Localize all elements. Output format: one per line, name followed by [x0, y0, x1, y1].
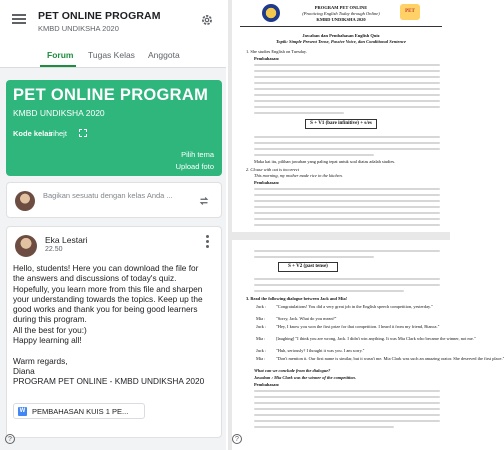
doc-question-prompt: What can we conclude from the dialogue?	[254, 368, 331, 373]
top-app-bar	[0, 0, 226, 40]
doc-conclusion: Maka kai itu, pilihan jawaban yang paling tepat untuk soal diatas adalah studies.	[254, 159, 396, 164]
paragraph-line	[254, 390, 440, 392]
avatar	[15, 191, 35, 211]
post-line: All the best for you:)	[13, 324, 87, 335]
paragraph-line	[254, 64, 440, 66]
banner-title: PET ONLINE PROGRAM	[13, 86, 209, 104]
dialogue-line: "Don't mention it. Our first name is similar, but it wasn't me. Mia Clark was such an amazing orator. She deserved the first place."	[276, 356, 504, 361]
tab-tugas-kelas[interactable]: Tugas Kelas	[88, 50, 135, 60]
doc-header-line: (Practicing English Today through Online)	[302, 11, 380, 16]
paragraph-line	[254, 136, 440, 138]
attachment-name[interactable]: PEMBAHASAN KUIS 1 PE...	[32, 407, 129, 416]
doc-topic: Topik: Simple Present Tense, Passive Voice, dan Conditional Sentence	[276, 39, 406, 44]
post-time: 22.50	[45, 246, 63, 253]
paragraph-line	[254, 420, 440, 422]
class-code[interactable]: irihejt	[49, 129, 67, 138]
doc-header-line: KMBD UNDIKSHA 2020	[316, 17, 366, 22]
paragraph-line	[254, 290, 404, 292]
post-line: your understanding towards the topics. Keep up the	[13, 293, 203, 304]
help-icon[interactable]: ?	[5, 434, 15, 444]
dialogue-line: "Huh, seriously? I thought it was you. I am sorry."	[276, 348, 365, 353]
class-subtitle: KMBD UNDIKSHA 2020	[38, 24, 119, 33]
paragraph-line	[254, 426, 394, 428]
dialogue-line: "Hey, I know you won the first prize for that competition. I heard it from my friend, Bianca."	[276, 324, 440, 329]
paragraph-line	[254, 224, 440, 226]
classroom-app	[0, 0, 226, 450]
paragraph-line	[254, 256, 374, 258]
paragraph-line	[254, 106, 440, 108]
doc-label: Pembahasan:	[254, 382, 280, 387]
paragraph-line	[254, 250, 440, 252]
document-icon: W	[19, 408, 26, 414]
doc-header-line: PROGRAM PET ONLINE	[314, 5, 368, 10]
share-box[interactable]	[6, 182, 222, 218]
active-tab-indicator	[40, 65, 76, 67]
paragraph-line	[254, 188, 440, 190]
post-line: good works and thank you for being good learners	[13, 304, 198, 315]
dialogue-line: "Congratulations! You did a very great job in the English speech competition, yesterday."	[276, 304, 433, 309]
help-icon[interactable]: ?	[232, 434, 242, 444]
banner-subtitle: KMBD UNDIKSHA 2020	[13, 108, 105, 118]
doc-question-2: 2. Clouse with out is incorrect	[246, 167, 300, 172]
post-line: Happy learning all!	[13, 335, 82, 346]
dialogue-line: [laughing] "I think you are wrong, Jack. I didn't win anything. It was Mia Clark who became the winner, not me."	[276, 336, 476, 341]
class-code-label: Kode kelas	[13, 129, 53, 138]
paragraph-line	[254, 206, 440, 208]
post-line: Hello, students! Here you can download the file for	[13, 263, 199, 273]
post-line: during this program.	[13, 314, 87, 325]
document-viewer[interactable]	[228, 0, 504, 450]
dialogue-speaker: Jack :	[256, 348, 267, 353]
upload-photo-button[interactable]: Upload foto	[175, 162, 214, 171]
class-title: PET ONLINE PROGRAM	[38, 10, 161, 22]
post-line: Diana	[13, 365, 35, 376]
menu-icon[interactable]	[12, 14, 26, 24]
post-line: PROGRAM PET ONLINE - KMBD UNDIKSHA 2020	[13, 376, 205, 387]
author-avatar	[15, 235, 37, 257]
post-author: Eka Lestari	[45, 235, 88, 245]
tab-forum[interactable]: Forum	[47, 50, 74, 60]
paragraph-line	[254, 200, 440, 202]
dialogue-speaker: Mia :	[256, 356, 266, 361]
document-page-1	[232, 0, 450, 232]
choose-theme-button[interactable]: Pilih tema	[181, 150, 214, 159]
paragraph-line	[254, 82, 440, 84]
doc-label: Pembahasan:	[254, 180, 280, 185]
doc-question-3: 3. Read the following dialogue between Jack and Mia!	[246, 296, 348, 301]
paragraph-line	[254, 76, 440, 78]
paragraph-line	[254, 218, 440, 220]
header-rule	[240, 26, 442, 27]
dialogue-speaker: Jack :	[256, 304, 267, 309]
post-line-blank	[13, 345, 219, 355]
paragraph-line	[254, 212, 440, 214]
paragraph-line	[254, 112, 344, 114]
class-tabs	[0, 40, 226, 68]
paragraph-line	[254, 88, 440, 90]
paragraph-line	[254, 194, 440, 196]
paragraph-line	[254, 402, 440, 404]
paragraph-line	[254, 154, 374, 156]
post-line: Hopefully, you learn more from this file and sharpen	[13, 283, 203, 294]
dialogue-speaker: Mia :	[256, 336, 266, 341]
doc-question-1: 1. She studies English on Tuesday.	[246, 49, 307, 54]
post-line: Warm regards,	[13, 355, 68, 366]
paragraph-line	[254, 142, 440, 144]
doc-answer-2: This morning, my mother made rice in the kitchen.	[254, 173, 343, 178]
post-line: the answers and discussions of today's quiz.	[13, 273, 177, 284]
gear-icon[interactable]	[200, 13, 214, 27]
attachment-chip[interactable]	[13, 403, 145, 419]
formula-box: S + V1 (bare infinitive) + s/es	[305, 119, 377, 129]
doc-heading: Jawaban dan Pembahasan English Quiz	[302, 33, 380, 38]
doc-label: Pembahasan:	[254, 56, 280, 61]
formula-box: S + V2 (past tense)	[278, 262, 338, 272]
fullscreen-icon[interactable]	[79, 129, 87, 137]
repost-icon[interactable]	[197, 194, 211, 208]
doc-answer-3: Jawaban : Mia Clark was the winner of the competition.	[254, 375, 356, 380]
share-placeholder[interactable]: Bagikan sesuatu dengan kelas Anda ...	[43, 191, 173, 200]
paragraph-line	[254, 100, 440, 102]
post-body	[13, 263, 219, 387]
paragraph-line	[254, 94, 440, 96]
paragraph-line	[254, 396, 440, 398]
paragraph-line	[254, 148, 440, 150]
class-banner	[6, 80, 222, 176]
paragraph-line	[254, 278, 440, 280]
announcement-post	[6, 226, 222, 438]
dialogue-line: "Sorry, Jack. What do you mean?"	[276, 316, 337, 321]
paragraph-line	[254, 70, 440, 72]
dialogue-speaker: Jack :	[256, 324, 267, 329]
tab-anggota[interactable]: Anggota	[148, 50, 180, 60]
paragraph-line	[254, 284, 440, 286]
document-page-2	[232, 240, 504, 450]
paragraph-line	[254, 408, 440, 410]
more-vert-icon[interactable]	[206, 235, 209, 250]
paragraph-line	[254, 414, 440, 416]
dialogue-speaker: Mia :	[256, 316, 266, 321]
pet-logo: PET	[400, 4, 420, 20]
